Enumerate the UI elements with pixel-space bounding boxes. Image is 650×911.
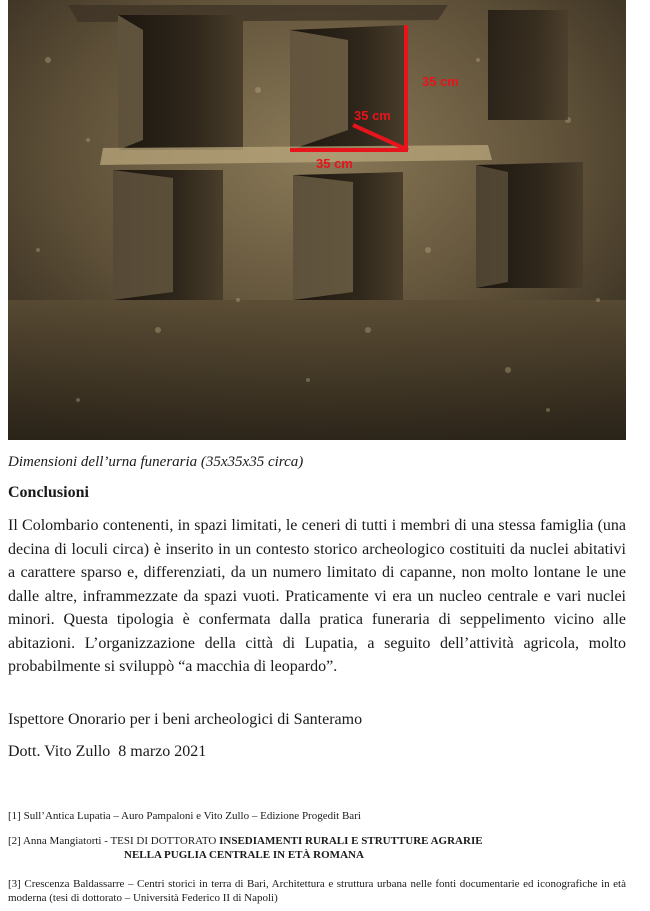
footnote-1: [1] Sull’Antica Lupatia – Auro Pampaloni e Vito Zullo – Edizione Progedit Bari [8,810,361,822]
footnote-2 [8,834,626,862]
photo-illustration [8,0,626,440]
colombario-photo [8,0,626,440]
width-dimension-label: 35 cm [316,156,353,171]
footnote-2-title-line2: NELLA PUGLIA CENTRALE IN ETÀ ROMANA [124,849,364,861]
lower-niche-row [113,162,583,300]
footnote-2-title-line1: INSEDIAMENTI RURALI E STRUTTURE AGRARIE [219,835,483,847]
lower-wall [8,300,626,440]
footnote-2-prefix: [2] Anna Mangiatorti - TESI DI DOTTORATO [8,835,220,847]
section-heading: Conclusioni [8,484,89,501]
depth-dimension-label: 35 cm [354,108,391,123]
conclusion-paragraph: Il Colombario contenenti, in spazi limitati, le ceneri di tutti i membri di una stessa famiglia (una decina di loculi circa) è inserito in un contesto storico archeologico costituiti da nuclei abitativi a carattere sparso e, differenziati, da un numero limitato di capanne, non molto lontane le une dalle altre, inframmezzate da spazi vuoti. Praticamente vi era un nucleo centrale e vari nuclei minori. Questa tipologia è confermata dalla pratica funeraria di seppelimento vicino alle abitazioni. L’organizzazione della città di Lupatia, a seguito dell’attività agricola, molto probabilmente si sviluppò “a macchia di leopardo”. [8,517,626,675]
author-date-line: Dott. Vito Zullo 8 marzo 2021 [8,743,207,760]
photo-caption: Dimensioni dell’urna funeraria (35x35x35 circa) [8,454,304,470]
height-dimension-label: 35 cm [422,74,459,89]
signature-title: Ispettore Onorario per i beni archeologici di Santeramo [8,711,363,728]
footnote-3: [3] Crescenza Baldassarre – Centri storici in terra di Bari, Architettura e struttura urbana nelle fonti documentarie ed iconografiche in età moderna (tesi di dottorato – Università Federico II di Napoli) [8,878,626,904]
